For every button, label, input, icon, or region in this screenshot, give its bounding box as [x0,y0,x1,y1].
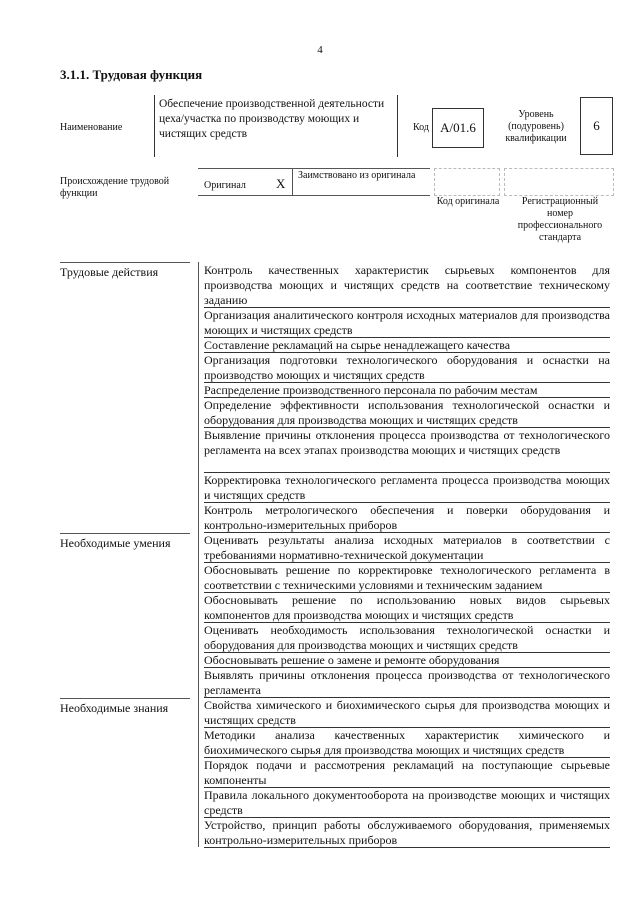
original-mark: X [276,176,286,191]
knowledge-item: Методики анализа качественных характеристик химического и биохимического сырья для производства моющих и чистящих средств [204,728,610,757]
code-label: Код [413,122,429,133]
skill-item: Оценивать результаты анализа исходных материалов в соответствии с требованиями нормативно-технической документации [204,533,610,562]
knowledge-item: Порядок подачи и рассмотрения рекламаций на поступающие сырьевые компоненты [204,758,610,787]
action-item: Контроль метрологического обеспечения и поверки оборудования и контрольно-измерительных приборов [204,503,610,532]
knowledge-item: Свойства химического и биохимического сырья для производства моющих и чистящих средств [204,698,610,727]
action-item: Выявление причины отклонения процесса производства от технологического регламента на всех этапах производства моющих и чистящих средств [204,428,610,473]
skill-item: Обосновывать решение по использованию новых видов сырьевых компонентов для производства моющих и чистящих средств [204,593,610,622]
code-value: А/01.6 [432,108,484,148]
table-divider [198,262,199,847]
reg-number-cell [504,168,614,196]
section-divider [60,533,190,534]
level-label: Уровень (подуровень) квалификации [505,109,567,144]
action-item: Составление рекламаций на сырье ненадлежащего качества [204,338,610,353]
function-name: Обеспечение производственной деятельности цеха/участка по производству моющих и чистящих средств [154,95,398,157]
reg-number-label: Регистрационный номер профессионального стандарта [517,196,603,243]
orig-code-label: Код оригинала [436,196,500,207]
knowledge-item: Устройство, принцип работы обслуживаемого оборудования, применяемых контрольно-измерительных приборов [204,818,610,847]
action-item: Контроль качественных характеристик сырьевых компонентов для производства моющих и чистящих средств на соответствие техническому заданию [204,263,610,307]
action-item: Распределение производственного персонала по рабочим местам [204,383,610,398]
action-item: Корректировка технологического регламента процесса производства моющих и чистящих средств [204,473,610,502]
borrowed-label: Заимствовано из оригинала [298,170,416,181]
skill-item: Оценивать необходимость использования технологической оснастки и оборудования для производства моющих и чистящих средств [204,623,610,652]
page-number: 4 [317,44,323,56]
section-title-knowledge: Необходимые знания [60,701,169,715]
action-item: Организация подготовки технологического оборудования и оснастки на производство моющих и чистящих средств [204,353,610,382]
origin-divider [292,168,293,196]
skill-item: Выявлять причины отклонения процесса производства от технологического регламента [204,668,610,697]
section-divider [60,262,190,263]
orig-code-cell [434,168,500,196]
knowledge-item: Правила локального документооборота на производстве моющих и чистящих средств [204,788,610,817]
section-title-actions: Трудовые действия [60,265,159,279]
skill-item: Обосновывать решение по корректировке технологического регламента в соответствии с техническими условиями и техническим заданием [204,563,610,592]
section-divider [60,698,190,699]
section-title-skills: Необходимые умения [60,536,171,550]
origin-label: Происхождение трудовой функции [60,176,170,199]
action-item: Определение эффективности использования технологической оснастки и оборудования для производства моющих и чистящих средств [204,398,610,427]
skill-item: Обосновывать решение о замене и ремонте оборудования [204,653,610,668]
original-label: Оригинал [204,180,246,191]
action-item: Организация аналитического контроля исходных материалов для производства моющих и чистящих средств [204,308,610,337]
name-label: Наименование [60,122,123,133]
level-value: 6 [580,97,613,155]
section-title: 3.1.1. Трудовая функция [60,67,203,82]
